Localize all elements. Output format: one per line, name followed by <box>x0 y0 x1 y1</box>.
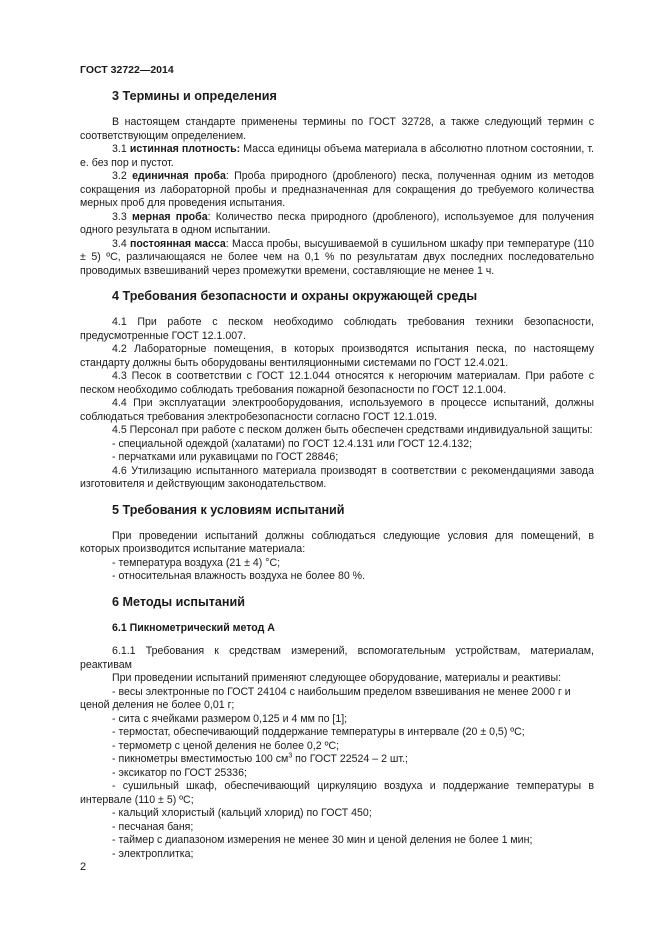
clause-6-1-1: 6.1.1 Требования к средствам измерений, вспомогательным устройствам, материалам, реактивам <box>80 645 594 671</box>
list-item: - электроплитка; <box>112 847 194 860</box>
list-item: - термометр с ценой деления не более 0,2 ºС; <box>112 739 340 752</box>
page-number: 2 <box>80 861 87 873</box>
clause-4-3: 4.3 Песок в соответствии с ГОСТ 12.1.044 относятся к негорючим материалам. При работе с песком необходимо соблюдать требования пожарной безопасности по ГОСТ 12.1.004. <box>80 370 594 396</box>
section-5-intro: При проведении испытаний должны соблюдаться следующие условия для помещений, в которых производится испытание материала: <box>80 529 594 555</box>
list-item-continuation: ценой деления не более 0,01 г; <box>80 699 235 711</box>
section-5-title: 5 Требования к условиям испытаний <box>112 502 345 517</box>
list-item: - песчаная баня; <box>112 820 194 833</box>
list-item: - специальной одеждой (халатами) по ГОСТ 12.4.131 или ГОСТ 12.4.132; <box>112 437 473 450</box>
list-item: - весы электронные по ГОСТ 24104 с наибольшим пределом взвешивания не менее 2000 г и <box>112 685 571 698</box>
list-item: - сита с ячейками размером 0,125 и 4 мм по [1]; <box>112 712 348 725</box>
list-item: - сушильный шкаф, обеспечивающий циркуляцию воздуха и поддержание температуры в интервале (110 ± 5) ºС; <box>80 780 594 806</box>
list-item: - термостат, обеспечивающий поддержание температуры в интервале (20 ± 0,5) ºС; <box>112 726 525 738</box>
term-3-1: 3.1 истинная плотность: Масса единицы объема материала в абсолютно плотном состоянии, т. е. без пор и пустот. <box>80 143 594 169</box>
list-item: - кальций хлористый (кальций хлорид) по ГОСТ 450; <box>112 807 372 819</box>
clause-4-4: 4.4 При эксплуатации электрооборудования, используемого в процессе испытаний, должны соблюдаться требования электробезопасности согласно ГОСТ 12.1.019. <box>80 397 594 423</box>
equipment-intro: При проведении испытаний применяют следующее оборудование, материалы и реактивы: <box>112 672 562 684</box>
section-6 <box>80 595 594 862</box>
section-3-title: 3 Термины и определения <box>112 89 277 103</box>
term-3-3: 3.3 мерная проба: Количество песка природного (дробленого), используемое для получения одного результата в одном испытании. <box>80 210 594 236</box>
clause-4-2: 4.2 Лабораторные помещения, в которых производятся испытания песка, по настоящему стандарту должны быть оборудованы вентиляционными системами по ГОСТ 12.4.021. <box>80 343 594 369</box>
term-3-2: 3.2 единичная проба: Проба природного (дробленого) песка, полученная одним из методов сокращения из лабораторной пробы и предназначенная для сокращения до требуемого количества мерных проб для проведения испытания. <box>80 170 595 209</box>
clause-4-1: 4.1 При работе с песком необходимо соблюдать требования техники безопасности, предусмотренные ГОСТ 12.1.007. <box>80 316 594 342</box>
clause-4-5: 4.5 Персонал при работе с песком должен быть обеспечен средствами индивидуальной защиты: <box>112 424 593 436</box>
running-header: ГОСТ 32722—2014 <box>80 64 174 76</box>
list-item: - температура воздуха (21 ± 4) °С; <box>112 556 281 569</box>
clause-4-6: 4.6 Утилизацию испытанного материала производят в соответствии с рекомендациями завода изготовителя и действующим законодательством. <box>80 464 594 490</box>
page-body <box>80 89 594 872</box>
list-item: - таймер с диапазоном измерения не менее 30 мин и ценой деления не более 1 мин; <box>112 834 533 846</box>
section-3 <box>80 89 594 278</box>
section-4-title: 4 Требования безопасности и охраны окружающей среды <box>112 289 478 303</box>
list-item: - перчатками или рукавицами по ГОСТ 28846; <box>112 451 339 463</box>
section-3-intro: В настоящем стандарте применены термины по ГОСТ 32728, а также следующий термин с соответствующим определением. <box>80 116 594 142</box>
list-item: - пикнометры вместимостью 100 $см^3$ по ГОСТ 22524 – 2 шт.; <box>112 752 408 765</box>
list-item: - эксикатор по ГОСТ 25336; <box>112 766 247 779</box>
term-3-4: 3.4 постоянная масса: Масса пробы, высушиваемой в сушильном шкафу при температуре (110 ± 5) ºС, различающаяся не более чем на 0,1 % по результатам двух последних последовательно проводимых взвешиваний через промежутки времени, составляющие не менее 1 ч. <box>80 237 594 277</box>
section-6-title: 6 Методы испытаний <box>112 594 245 609</box>
list-item: - относительная влажность воздуха не более 80 %. <box>112 570 366 582</box>
section-5 <box>80 503 594 584</box>
subsection-6-1-title: 6.1 Пикнометрический метод А <box>112 621 275 634</box>
section-4 <box>80 289 594 492</box>
